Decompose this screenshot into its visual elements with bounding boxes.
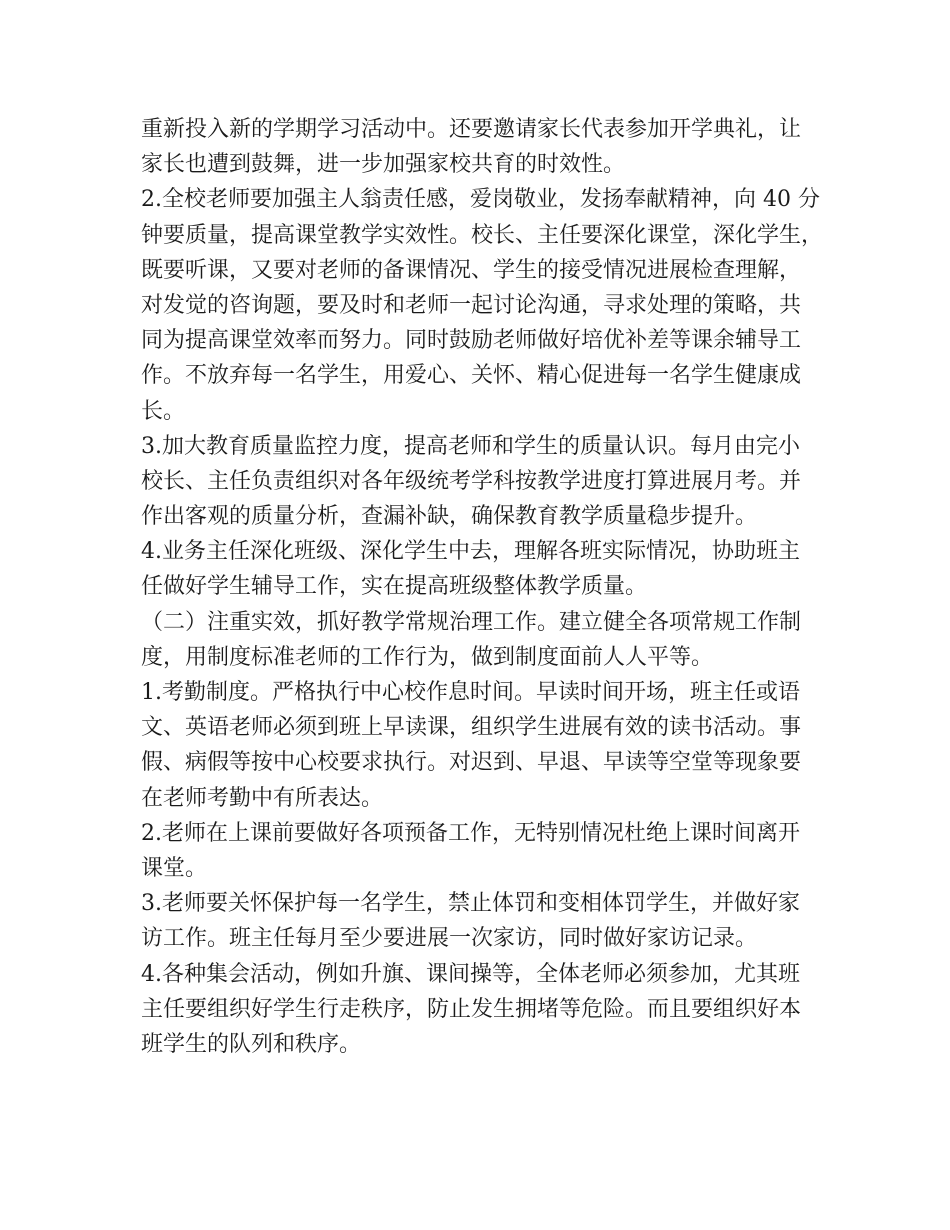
- text-line: 2.老师在上课前要做好各项预备工作，无特别情况杜绝上课时间离开: [141, 820, 800, 846]
- document-body: [141, 112, 841, 1062]
- text-line: 长。: [141, 398, 186, 424]
- text-line: 2.全校老师要加强主人翁责任感，爱岗敬业，发扬奉献精神，向 40 分: [141, 187, 820, 213]
- text-line: 3.加大教育质量监控力度，提高老师和学生的质量认识。每月由完小: [141, 433, 800, 459]
- text-line: 在老师考勤中有所表达。: [141, 785, 384, 811]
- text-line: 同为提高课堂效率而努力。同时鼓励老师做好培优补差等课余辅导工: [141, 328, 802, 354]
- text-line: 钟要质量，提高课堂教学实效性。校长、主任要深化课堂，深化学生，: [141, 222, 824, 248]
- text-line: 文、英语老师必须到班上早读课，组织学生进展有效的读书活动。事: [141, 715, 802, 741]
- text-line: 对发觉的咨询题，要及时和老师一起讨论沟通，寻求处理的策略，共: [141, 292, 802, 318]
- text-line: （二）注重实效，抓好教学常规治理工作。建立健全各项常规工作制: [141, 609, 802, 635]
- text-line: 既要听课，又要对老师的备课情况、学生的接受情况进展检查理解，: [141, 257, 802, 283]
- text-line: 3.老师要关怀保护每一名学生，禁止体罚和变相体罚学生，并做好家: [141, 891, 800, 917]
- text-line: 主任要组织好学生行走秩序，防止发生拥堵等危险。而且要组织好本: [141, 996, 802, 1022]
- text-line: 任做好学生辅导工作，实在提高班级整体教学质量。: [141, 574, 648, 600]
- text-line: 假、病假等按中心校要求执行。对迟到、早退、早读等空堂等现象要: [141, 750, 802, 776]
- text-line: 作出客观的质量分析，查漏补缺，确保教育教学质量稳步提升。: [141, 504, 758, 530]
- text-line: 访工作。班主任每月至少要进展一次家访，同时做好家访记录。: [141, 926, 758, 952]
- text-line: 4.业务主任深化班级、深化学生中去，理解各班实际情况，协助班主: [141, 539, 800, 565]
- text-line: 班学生的队列和秩序。: [141, 1031, 362, 1057]
- text-line: 1.考勤制度。严格执行中心校作息时间。早读时间开场，班主任或语: [141, 680, 800, 705]
- text-line: 4.各种集会活动，例如升旗、课间操等，全体老师必须参加，尤其班: [141, 961, 800, 987]
- text-line: 度，用制度标准老师的工作行为，做到制度面前人人平等。: [141, 644, 714, 670]
- text-line: 家长也遭到鼓舞，进一步加强家校共育的时效性。: [141, 152, 626, 178]
- text-line: 重新投入新的学期学习活动中。还要邀请家长代表参加开学典礼，让: [141, 117, 802, 142]
- text-line: 课堂。: [141, 855, 208, 881]
- text-line: 校长、主任负责组织对各年级统考学科按教学进度打算进展月考。并: [141, 468, 802, 494]
- text-line: 作。不放弃每一名学生，用爱心、关怀、精心促进每一名学生健康成: [141, 363, 802, 389]
